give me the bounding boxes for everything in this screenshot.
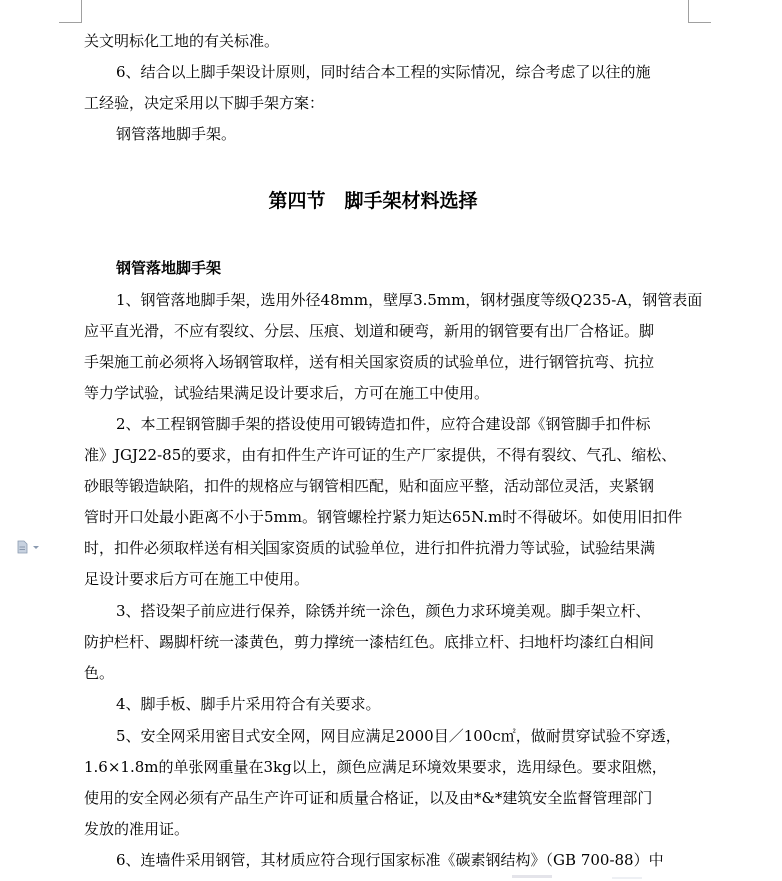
- text-line: 钢管落地脚手架。: [116, 125, 237, 143]
- subheading: 钢管落地脚手架: [116, 259, 222, 277]
- scrollbar-hint: [612, 877, 642, 879]
- text-line: 6、连墙件采用钢管，其材质应符合现行国家标准《碳素钢结构》（GB 700-88）中: [116, 851, 664, 869]
- text-line: 色。: [84, 664, 115, 682]
- page-margin-corner-left: [59, 0, 82, 23]
- text-line: 应平直光滑，不应有裂纹、分层、压痕、划道和硬弯，新用的钢管要有出厂合格证。脚: [84, 322, 655, 340]
- text-line-with-cursor[interactable]: [84, 538, 655, 558]
- text-line: 砂眼等锻造缺陷，扣件的规格应与钢管相匹配，贴和面应平整，活动部位灵活，夹紧钢: [84, 477, 655, 495]
- text-segment: 国家资质的试验单位，进行扣件抗滑力等试验，试验结果满: [265, 539, 656, 557]
- text-line: 工经验，决定采用以下脚手架方案：: [84, 94, 325, 112]
- text-line: 足设计要求后方可在施工中使用。: [84, 570, 310, 588]
- text-line: 3、搭设架子前应进行保养，除锈并统一涂色，颜色力求环境美观。脚手架立杆、: [116, 602, 651, 620]
- text-line: 使用的安全网必须有产品生产许可证和质量合格证，以及由*&*建筑安全监督管理部门: [84, 789, 653, 807]
- text-line: 2、本工程钢管脚手架的搭设使用可锻铸造扣件，应符合建设部《钢管脚手扣件标: [116, 415, 651, 433]
- text-line: 发放的准用证。: [84, 820, 190, 838]
- text-line: 准》JGJ22-85的要求，由有扣件生产许可证的生产厂家提供，不得有裂纹、气孔、缩松、: [84, 446, 677, 464]
- text-line: 1.6×1.8m的单张网重量在3kg以上，颜色应满足环境效果要求，选用绿色。要求阻燃，: [84, 758, 667, 776]
- text-line: 4、脚手板、脚手片采用符合有关要求。: [116, 695, 381, 713]
- text-segment: 时，扣件必须取样送有相关: [84, 539, 265, 557]
- text-line: 5、安全网采用密目式安全网，网目应满足2000目／100c㎡，做耐贯穿试验不穿透，: [116, 727, 681, 745]
- section-heading: 第四节 脚手架材料选择: [268, 190, 478, 212]
- text-line: 管时开口处最小距离不小于5mm。钢管螺栓拧紧力矩达65N.m时不得破坏。如使用旧扣件: [84, 508, 683, 526]
- text-line: 手架施工前必须将入场钢管取样，送有相关国家资质的试验单位，进行钢管抗弯、抗拉: [84, 353, 655, 371]
- text-line: 1、钢管落地脚手架，选用外径48mm，壁厚3.5mm，钢材强度等级Q235-A，钢管表面: [116, 291, 703, 309]
- text-line: 等力学试验，试验结果满足设计要求后，方可在施工中使用。: [84, 384, 490, 402]
- text-line: 6、结合以上脚手架设计原则，同时结合本工程的实际情况，综合考虑了以往的施: [116, 63, 651, 81]
- page-margin-corner-right: [688, 0, 711, 23]
- document-icon[interactable]: [16, 540, 44, 554]
- text-line: 关文明标化工地的有关标准。: [84, 32, 280, 50]
- scrollbar-hint: [512, 875, 552, 878]
- text-line: 防护栏杆、踢脚杆统一漆黄色，剪力撑统一漆桔红色。底排立杆、扫地杆均漆红白相间: [84, 633, 655, 651]
